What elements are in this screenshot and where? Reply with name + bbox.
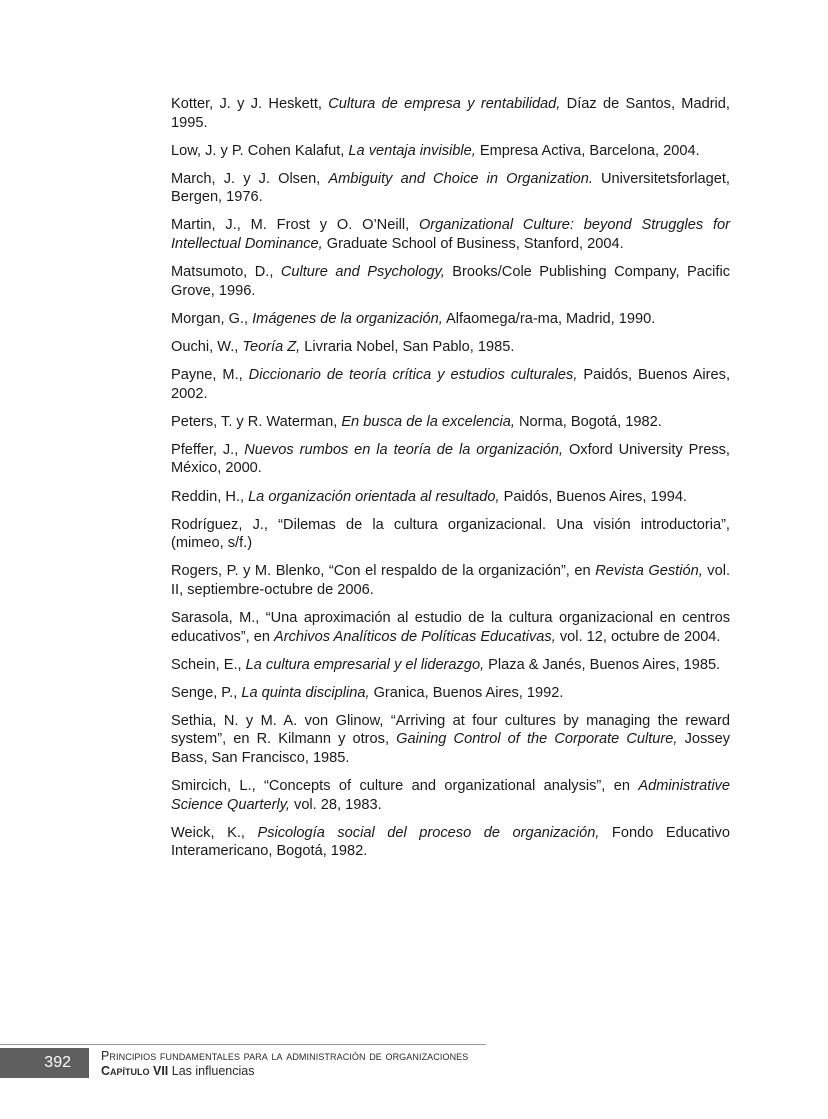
reference-entry: Matsumoto, D., Culture and Psychology, Brooks/Cole Publishing Company, Pacific Grove, 1996. [171, 264, 730, 299]
reference-list [171, 95, 730, 871]
reference-entry: Reddin, H., La organización orientada al resultado, Paidós, Buenos Aires, 1994. [171, 488, 687, 505]
book-title: Principios fundamentales para la administración de organizaciones [101, 1049, 469, 1063]
page-number: 392 [0, 1048, 89, 1078]
reference-entry: Payne, M., Diccionario de teoría crítica y estudios culturales, Paidós, Buenos Aires, 2002. [171, 367, 731, 402]
reference-entry: Weick, K., Psicología social del proceso de organización, Fondo Educativo Interamericano, Bogotá, 1982. [171, 824, 730, 860]
reference-entry: Ouchi, W., Teoría Z, Livraria Nobel, San Pablo, 1985. [171, 338, 515, 355]
chapter-label: Capítulo VII [101, 1064, 169, 1078]
running-footer [101, 1049, 468, 1079]
reference-entry: Rodríguez, J., “Dilemas de la cultura organizacional. Una visión introductoria”, (mimeo, s/f.) [171, 516, 730, 552]
reference-entry: Low, J. y P. Cohen Kalafut, La ventaja invisible, Empresa Activa, Barcelona, 2004. [171, 142, 700, 159]
reference-entry: Smircich, L., “Concepts of culture and organizational analysis”, en Administrative Science Quarterly, vol. 28, 1983. [171, 778, 730, 813]
reference-entry: Martin, J., M. Frost y O. O’Neill, Organizational Culture: beyond Struggles for Intellectual Dominance, Graduate School of Business, Stanford, 2004. [171, 217, 731, 253]
reference-entry: Sethia, N. y M. A. von Glinow, “Arriving at four cultures by managing the reward system”, en R. Kilmann y otros, Gaining Control of the Corporate Culture, Jossey Bass, San Francisco, 1985. [171, 712, 730, 767]
reference-entry: Morgan, G., Imágenes de la organización, Alfaomega/ra-ma, Madrid, 1990. [171, 310, 656, 327]
reference-entry: Rogers, P. y M. Blenko, “Con el respaldo de la organización”, en Revista Gestión, vol. II, septiembre-octubre de 2006. [171, 563, 731, 598]
reference-entry: Schein, E., La cultura empresarial y el liderazgo, Plaza & Janés, Buenos Aires, 1985. [171, 656, 721, 673]
footer-divider [0, 1044, 486, 1045]
reference-entry: March, J. y J. Olsen, Ambiguity and Choice in Organization. Universitetsforlaget, Bergen, 1976. [171, 170, 730, 206]
reference-entry: Kotter, J. y J. Heskett, Cultura de empresa y rentabilidad, Díaz de Santos, Madrid, 1995. [171, 96, 730, 131]
reference-entry: Pfeffer, J., Nuevos rumbos en la teoría de la organización, Oxford University Press, México, 2000. [171, 441, 730, 477]
chapter-heading [101, 1063, 468, 1079]
reference-entry: Senge, P., La quinta disciplina, Granica, Buenos Aires, 1992. [171, 684, 564, 701]
chapter-title: Las influencias [171, 1064, 255, 1078]
reference-entry: Peters, T. y R. Waterman, En busca de la excelencia, Norma, Bogotá, 1982. [171, 413, 662, 430]
reference-entry: Sarasola, M., “Una aproximación al estudio de la cultura organizacional en centros educativos”, en Archivos Analíticos de Políticas Educativas, vol. 12, octubre de 2004. [171, 609, 730, 645]
